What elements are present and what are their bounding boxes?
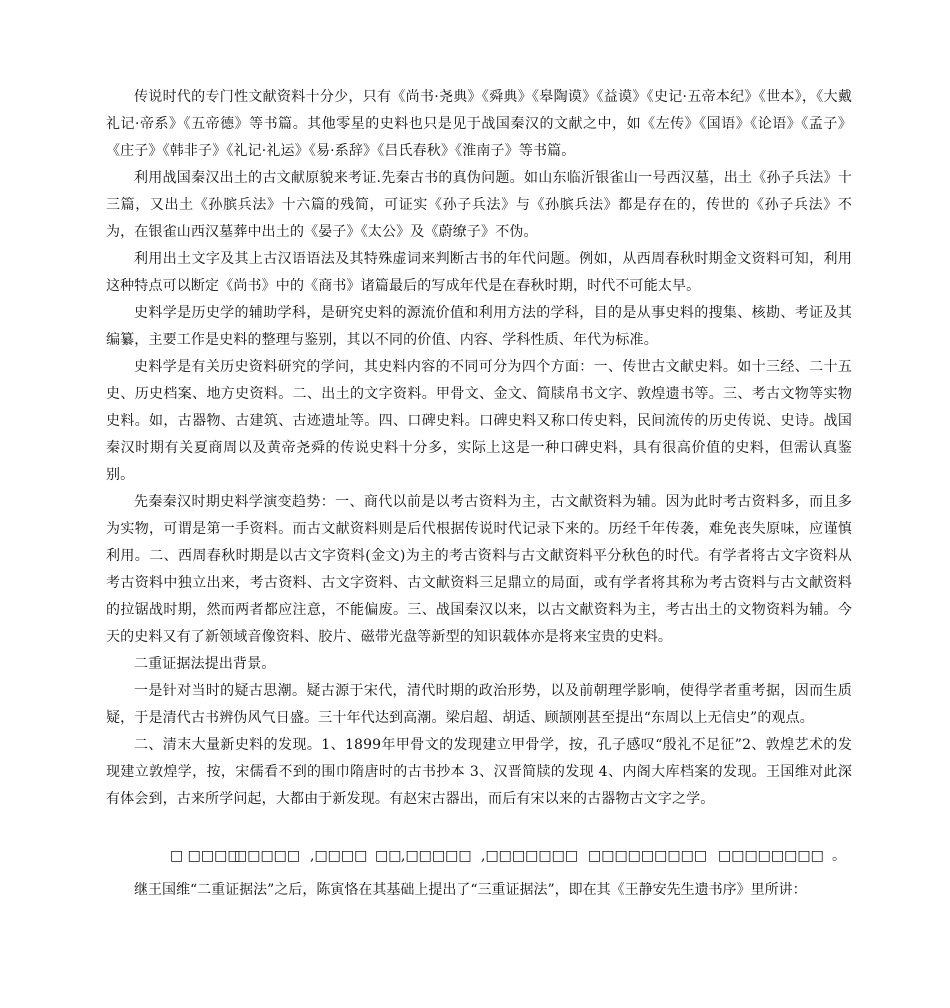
paragraph-doubting-antiquity: 一是针对当时的疑古思潮。疑古源于宋代，清代时期的政治形势，以及前朝理学影响，使得学者重考据，因而生质疑，于是清代古书辨伪风气日盛。三十年代达到高潮。梁启超、胡适、顾颉刚甚至提出“东周以上无信史”的观点。: [106, 683, 852, 726]
paragraph-historiography-definition: 史料学是历史学的辅助学科，是研究史料的源流价值和利用方法的学科，目的是从事史料的搜集、核勘、考证及其编纂，主要工作是史料的整理与鉴别，其以不同的价值、内容、学科性质、年代为标准。: [106, 305, 852, 348]
garbled-fragment: □□□□□□□□: [718, 848, 824, 864]
paragraph-new-discoveries: 二、清末大量新史料的发现。1、1899年甲骨文的发现建立甲骨学，按，孔子感叹“殷礼不足征”2、敦煌艺术的发现建立敦煌学，按，宋儒看不到的围巾隋唐时的古书抄本 3、汉晋简牍的发现 4、内阁大库档案的发现。王国维对此深有体会到，古来所学问起，大都由于新发现。有赵宋古器出，而后有宋以来的古器物古文字之学。: [106, 737, 852, 807]
garbled-text-line: [106, 843, 852, 870]
paragraph-dual-evidence-heading: 二重证据法提出背景。: [134, 656, 276, 672]
document-body: [106, 84, 852, 813]
paragraph-evolution-trends: 先秦秦汉时期史料学演变趋势：一、商代以前是以考古资料为主，古文献资料为辅。因为此时考古资料多，而且多为实物，可谓是第一手资料。而古文献资料则是后代根据传说时代记录下来的。历经千年传袭，难免丧失原味，应谨慎利用。二、西周春秋时期是以古文字资料(金文)为主的考古资料与古文献资料平分秋色的时代。有学者将古文字资料从考古资料中独立出来，考古资料、古文字资料、古文献资料三足鼎立的局面，或有学者将其称为考古资料与古文献资料的拉锯战时期，然而两者都应注意，不能偏废。三、战国秦汉以来，以古文献资料为主，考古出土的文物资料为辅。今天的史料又有了新领域音像资料、胶片、磁带光盘等新型的知识载体亦是将来宝贵的史料。: [106, 494, 852, 645]
garbled-fragment: ,□□□□□□□: [481, 848, 579, 864]
paragraph-grammar-dating: 利用出土文字及其上古汉语语法及其特殊虚词来判断古书的年代问题。例如，从西周春秋时期金文资料可知，利用这种特点可以断定《尚书》中的《商书》诸篇最后的写成年代是在春秋时期，时代不可能太早。: [106, 251, 852, 294]
paragraph-triple-evidence: 继王国维“二重证据法”之后，陈寅恪在其基础上提出了“三重证据法”，即在其《王静安先生遗书序》里所讲：: [134, 882, 807, 898]
garbled-fragment: □□: [375, 848, 402, 864]
garbled-fragment: □ □□□□: [170, 848, 241, 864]
garbled-fragment: □□□□□□□□□: [588, 848, 708, 864]
garbled-fragment: □□□□□: [234, 848, 301, 864]
garbled-fragment: ,□□□□: [310, 848, 368, 864]
paragraph-legendary-sources: 传说时代的专门性文献资料十分少，只有《尚书·尧典》《舜典》《皋陶谟》《益谟》《史记·五帝本纪》《世本》，《大戴礼记·帝系》《五帝德》等书篇。其他零星的史料也只是见于战国秦汉的文献之中，如《左传》《国语》《论语》《孟子》《庄子》《韩非子》《礼记·礼运》《易·系辞》《吕氏春秋》《淮南子》等书篇。: [106, 89, 852, 159]
garbled-fragment: 。: [832, 848, 846, 864]
garbled-fragment: ,□□□□□: [401, 848, 472, 864]
paragraph-four-source-types: 史料学是有关历史资料研究的学问，其史料内容的不同可分为四个方面：一、传世古文献史料。如十三经、二十五史、历史档案、地方史资料。二、出土的文字资料。甲骨文、金文、简牍帛书文字、敦煌遗书等。三、考古文物等实物史料。如，古器物、古建筑、古迹遗址等。四、口碑史料。口碑史料又称口传史料，民间流传的历史传说、史诗。战国秦汉时期有关夏商周以及黄帝尧舜的传说史料十分多，实际上这是一种口碑史料，具有很高价值的史料，但需认真鉴别。: [106, 359, 852, 483]
paragraph-excavated-texts: 利用战国秦汉出土的古文献原貌来考证.先秦古书的真伪问题。如山东临沂银雀山一号西汉墓，出土《孙子兵法》十三篇，又出土《孙膑兵法》十六篇的残简，可证实《孙子兵法》与《孙膑兵法》都是存在的，传世的《孙子兵法》不为，在银雀山西汉墓葬中出土的《晏子》《太公》及《蔚缭子》不伪。: [106, 170, 852, 240]
